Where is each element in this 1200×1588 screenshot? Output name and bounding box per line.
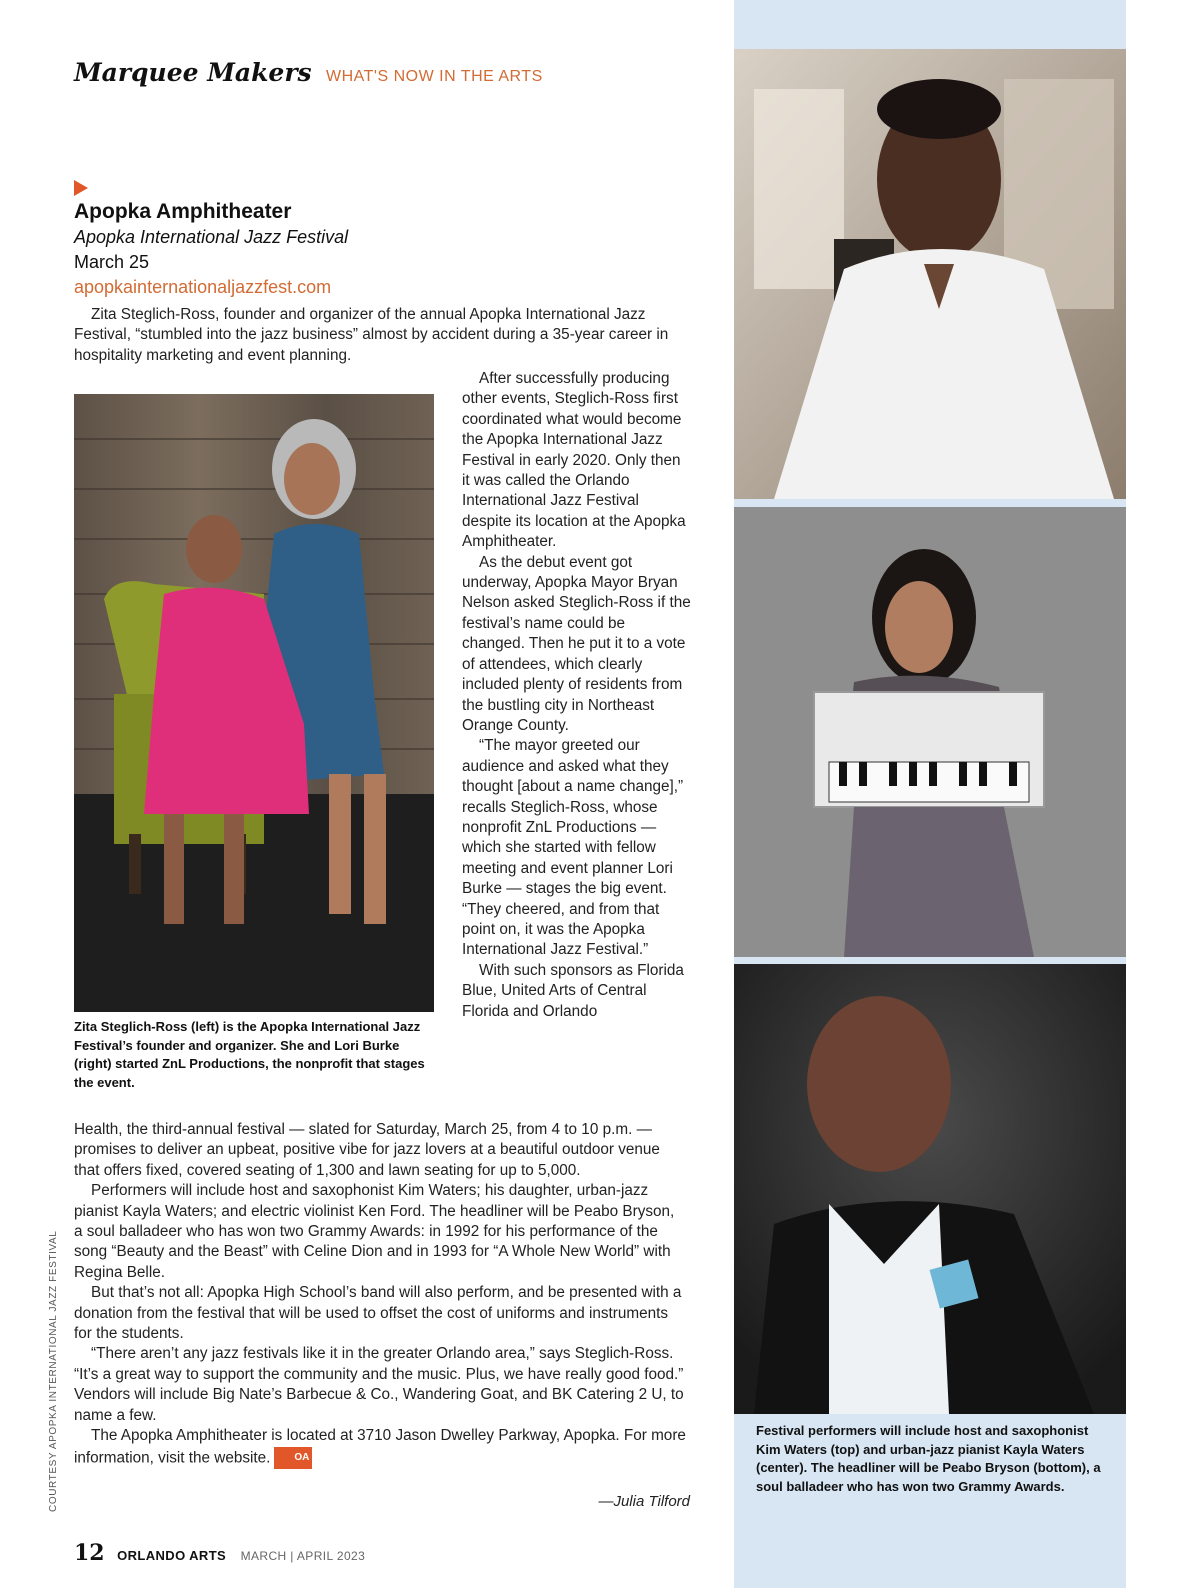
issue-date: MARCH | APRIL 2023 [240, 1549, 366, 1563]
kim-waters-photo [734, 49, 1126, 499]
article-paragraph: Health, the third-annual festival — slated for Saturday, March 25, from 4 to 10 p.m. — promises to deliver an upbeat, positive vibe for jazz lovers at a beautiful outdoor venue that offers fixed, covered seating of 1,300 and lawn seating for up to 5,000. [74, 1121, 660, 1179]
venue-title: Apopka Amphitheater [74, 200, 292, 223]
oa-end-mark: OA [274, 1447, 312, 1469]
section-header [74, 58, 543, 87]
article-paragraph: After successfully producing other events, Steglich-Ross first coordinated what would become the Apopka International Jazz Festival in early 2020. Only then it was called the Orlando International Jazz Festival despite its location at the Apopka Amphitheater. [462, 370, 686, 551]
article-paragraph: As the debut event got underway, Apopka Mayor Bryan Nelson asked Steglich-Ross if the festival’s name could be changed. Then he put it to a vote of attendees, which clearly included plenty of residents from the bustling city in Northeast Orange County. [462, 553, 691, 734]
article-paragraph: “The mayor greeted our audience and asked what they thought [about a name change],” recalls Steglich-Ross, whose nonprofit ZnL Productions — which she started with fellow meeting and event planner Lori Burke — stages the big event. “They cheered, and from that point on, it was the Apopka International Jazz Festival.” [462, 737, 684, 959]
photo-caption-left: Zita Steglich-Ross (left) is the Apopka International Jazz Festival’s founder and organizer. She and Lori Burke (right) started ZnL Productions, the nonprofit that stages the event. [74, 1019, 425, 1090]
article-paragraph: “There aren’t any jazz festivals like it in the greater Orlando area,” says Steglich-Ross. “It’s a great way to support the community and the music. Plus, we have really good food.” Vendors will include Big Nate’s Barbecue & Co., Wandering Goat, and BK Catering 2 U, to name a few. [74, 1345, 684, 1424]
article-paragraph: Performers will include host and saxophonist Kim Waters; his daughter, urban-jazz pianist Kayla Waters; and electric violinist Ken Ford. The headliner will be Peabo Bryson, a soul balladeer who has won two Grammy Awards: in 1992 for his performance of the song “Beauty and the Beast” with Celine Dion and in 1993 for “A Whole New World” with Regina Belle. [74, 1182, 675, 1281]
article-intro [74, 305, 686, 366]
photo-credit: COURTESY APOPKA INTERNATIONAL JAZZ FESTIVAL [48, 1230, 59, 1512]
article-paragraph: With such sponsors as Florida Blue, United Arts of Central Florida and Orlando [462, 961, 684, 1020]
closing-text: The Apopka Amphitheater is located at 3710 Jason Dwelley Parkway, Apopka. For more information, visit the website. [74, 1427, 686, 1466]
page-number: 12 [74, 1540, 105, 1566]
website-link[interactable]: apopkainternationaljazzfest.com [74, 277, 332, 297]
article-closing-paragraph [74, 1426, 686, 1469]
founders-photo [74, 394, 434, 1012]
photo-caption-right: Festival performers will include host and saxophonist Kim Waters (top) and urban-jazz pianist Kayla Waters (center). The headliner will be Peabo Bryson (bottom), a soul balladeer who has won two Grammy Awards. [756, 1423, 1101, 1494]
kayla-waters-photo [734, 507, 1126, 957]
article-paragraph: But that’s not all: Apopka High School’s band will also perform, and be presented with a donation from the festival that will be used to offset the cost of uniforms and instruments for the students. [74, 1284, 682, 1343]
festival-name: Apopka International Jazz Festival [74, 227, 349, 247]
play-arrow-icon [74, 180, 88, 196]
magazine-name: ORLANDO ARTS [117, 1548, 227, 1563]
event-date: March 25 [74, 252, 150, 272]
peabo-bryson-photo [734, 964, 1126, 1414]
article-continued [74, 1120, 686, 1469]
article-narrow-column [462, 369, 692, 1022]
page-footer [74, 1540, 365, 1566]
byline: —Julia Tilford [598, 1493, 690, 1510]
section-subtitle: WHAT'S NOW IN THE ARTS [326, 68, 543, 85]
section-title: Marquee Makers [74, 58, 312, 87]
article-paragraph: Zita Steglich-Ross, founder and organizer of the annual Apopka International Jazz Festival, “stumbled into the jazz business” almost by accident during a 35-year career in hospitality marketing and event planning. [74, 306, 669, 364]
